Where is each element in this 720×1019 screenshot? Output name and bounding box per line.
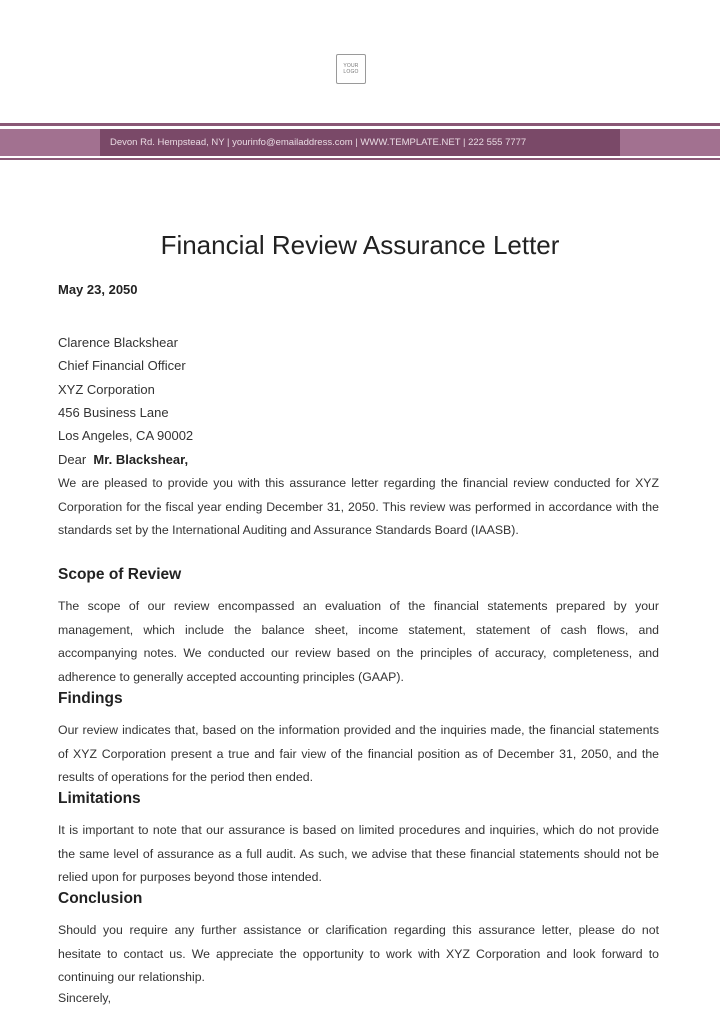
- recipient-street: 456 Business Lane: [58, 405, 169, 420]
- letter-title: Financial Review Assurance Letter: [160, 230, 560, 260]
- section-text-conclusion: Should you require any further assistance or clarification regarding this assurance letter, please do not hesitate to contact us. We appreciate the opportunity to work with XYZ Corporation and look forward to continuing our relationship.: [58, 923, 659, 984]
- greeting: [58, 452, 188, 467]
- letter-date: May 23, 2050: [58, 282, 138, 297]
- intro-paragraph: We are pleased to provide you with this assurance letter regarding the financial review conducted for XYZ Corporation for the fiscal year ending December 31, 2050. This review was performed in accordance with the standards set by the International Auditing and Assurance Standards Board (IAASB).: [58, 476, 659, 537]
- section-heading-conclusion: Conclusion: [58, 890, 143, 907]
- recipient-name: Clarence Blackshear: [58, 335, 178, 350]
- header-band-bottom-line: [0, 158, 720, 160]
- logo-line-2: LOGO: [343, 69, 359, 75]
- header-contact-text: Devon Rd. Hempstead, NY | yourinfo@emailaddress.com | WWW.TEMPLATE.NET | 222 555 7777: [110, 137, 527, 148]
- greeting-name: Mr. Blackshear,: [93, 452, 189, 467]
- logo-line-1: YOUR: [343, 63, 359, 69]
- section-text-limitations: It is important to note that our assurance is based on limited procedures and inquiries, which do not provide the same level of assurance as a full audit. As such, we advise that these financial statements should not be relied upon for purposes beyond those intended.: [58, 823, 659, 884]
- section-heading-findings: Findings: [58, 690, 123, 707]
- section-text-findings: Our review indicates that, based on the information provided and the inquiries made, the financial statements of XYZ Corporation present a true and fair view of the financial position as of December 31, 2050, and the results of operations for the period then ended.: [58, 723, 659, 784]
- company-logo: [336, 54, 366, 84]
- recipient-position: Chief Financial Officer: [58, 358, 186, 373]
- section-heading-limitations: Limitations: [58, 790, 141, 807]
- closing: Sincerely,: [58, 991, 112, 1005]
- recipient-company: XYZ Corporation: [58, 382, 155, 397]
- header-band-top-line: [0, 123, 720, 126]
- section-text-scope: The scope of our review encompassed an evaluation of the financial statements prepared by your management, which include the balance sheet, income statement, statement of cash flows, and accompanying notes. We conducted our review based on the principles of accuracy, completeness, and adherence to generally accepted accounting principles (GAAP).: [58, 599, 659, 684]
- header-contact-bar: [100, 129, 620, 156]
- section-heading-scope: Scope of Review: [58, 566, 182, 583]
- recipient-city: Los Angeles, CA 90002: [58, 428, 194, 443]
- greeting-word: Dear: [58, 452, 87, 467]
